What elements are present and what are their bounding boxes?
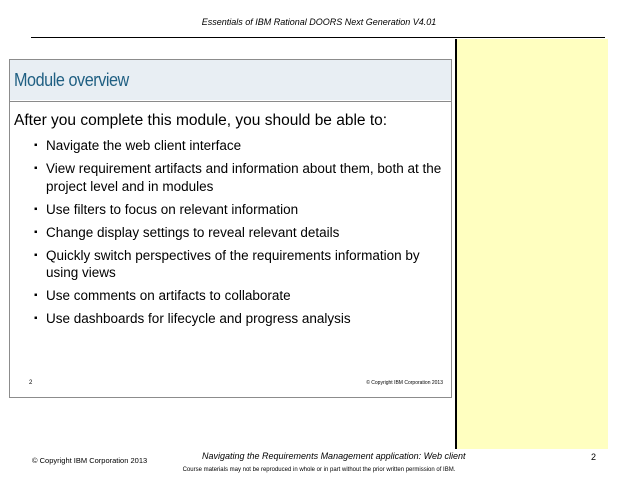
footer-copyright: © Copyright IBM Corporation 2013 [32, 456, 148, 465]
bullet-square-icon: ▪ [34, 140, 38, 151]
list-item [34, 287, 444, 305]
slide-frame [9, 59, 452, 398]
list-item [34, 247, 444, 282]
notes-panel [455, 39, 608, 449]
list-item-text: Change display settings to reveal relevant details [46, 224, 340, 240]
list-item [34, 224, 444, 242]
footer-module-title: Navigating the Requirements Management application: Web client [202, 451, 466, 461]
list-item-text: Navigate the web client interface [46, 138, 242, 153]
list-item-text: View requirement artifacts and information about them, both at the project level and in modules [46, 161, 442, 194]
header-divider [31, 37, 605, 38]
objectives-list [34, 137, 444, 333]
slide-intro-text: After you complete this module, you should be able to: [14, 112, 388, 129]
bullet-square-icon: ▪ [34, 313, 38, 324]
list-item [34, 201, 444, 219]
slide-copyright: © Copyright IBM Corporation 2013 [366, 380, 443, 386]
bullet-square-icon: ▪ [34, 290, 38, 301]
slide-title-bar [10, 60, 451, 100]
list-item-text: Use comments on artifacts to collaborate [46, 288, 291, 303]
bullet-square-icon: ▪ [34, 203, 38, 215]
document-header-title: Essentials of IBM Rational DOORS Next Generation V4.01 [201, 17, 437, 27]
slide-title: Module overview [14, 70, 129, 90]
list-item-text: Use dashboards for lifecycle and progress analysis [46, 311, 351, 326]
list-item [34, 160, 444, 195]
slide-title-divider [10, 101, 451, 102]
list-item-text: Quickly switch perspectives of the requirements information by using views [46, 247, 420, 280]
list-item [34, 137, 444, 155]
bullet-square-icon: ▪ [34, 249, 38, 261]
list-item [34, 310, 444, 328]
list-item-text: Use filters to focus on relevant information [46, 201, 299, 217]
bullet-square-icon: ▪ [34, 163, 38, 174]
footer-page-number: 2 [591, 452, 597, 462]
slide-number: 2 [29, 380, 33, 386]
bullet-square-icon: ▪ [34, 226, 38, 238]
footer-legal-notice: Course materials may not be reproduced in whole or in part without the prior written permission of IBM. [182, 467, 456, 473]
